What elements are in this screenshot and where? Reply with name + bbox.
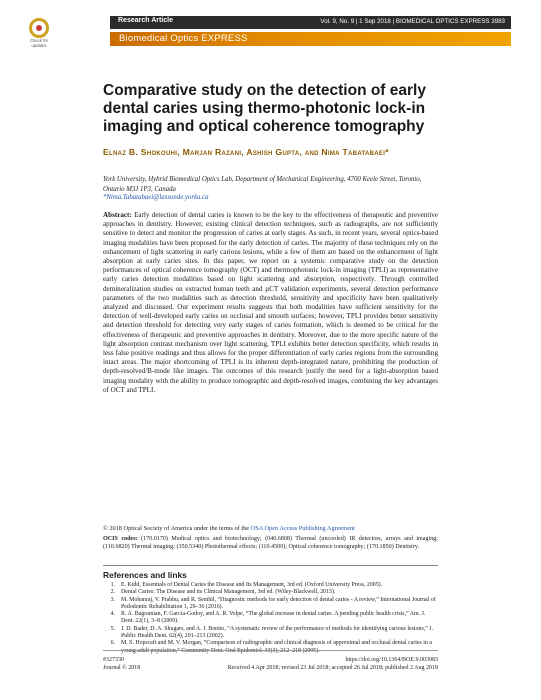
reference-item <box>103 597 438 612</box>
journal-name: Biomedical Optics EXPRESS <box>119 33 248 44</box>
reference-number: 2. <box>110 589 115 596</box>
reference-item <box>103 589 438 596</box>
crossmark-badge[interactable] <box>26 18 52 52</box>
reference-text: M. Mohanraj, V. Prabhu, and R. Senthil, “Diagnostic methods for early detection of dental caries - A review,” International Journal of Pedodontic Rehabilitation 1, 29–36 (2016). <box>121 596 436 610</box>
article-type-label: Research Article <box>118 17 173 24</box>
article-title: Comparative study on the detection of early dental caries using thermo-photonic lock-in imaging and optical coherence tomography <box>103 82 426 135</box>
ocis-text: (170.0170) Medical optics and biotechnology; (040.6808) Thermal (uncooled) IR detectors, arrays and imaging; (110.6820) Thermal imaging; (350.5340) Photothermal effects; (110.4500); Optical coherence tomography; (170.1850) Dentistry. <box>103 536 438 550</box>
doi-link[interactable]: https://doi.org/10.1364/BOE.9.003983 <box>345 657 438 663</box>
reference-number: 3. <box>110 596 115 603</box>
abstract-label: Abstract: <box>103 211 132 219</box>
reference-item <box>103 611 438 626</box>
abstract-text: Early detection of dental caries is known to be the key to the effectiveness of therapeutic and preventive approaches in dentistry. However, existing clinical detection techniques, such as radiographs, are not sufficiently sensitive to detect and monitor the progression of caries at early stages. As such, in recent years, several optics-based imaging modalities have been proposed for the early detection of caries. The majority of these techniques rely on the enhancement of light scattering in early carious lesions, while a few of them are based on the enhancement of light absorption at early caries sites. In this paper, we report on a systemic comparative study on the detection performances of optical coherence tomography (OCT) and thermophotonic lock-in imaging (TPLI) as representative early caries detection modalities based on light scattering and absorption, respectively. Through controlled demineralization studies on extracted human teeth and µCT validation experiments, several detection performance parameters of the two modalities such as detection threshold, sensitivity and specificity have been qualitatively analyzed and discussed. Our experiment results suggests that both modalities have sufficient sensitivity for the detection of well-developed early caries on occlusal and smooth surfaces; however, TPLI provides better sensitivity and detection threshold for detecting very early stages of caries formation, which is deemed to be critical for the effectiveness of therapeutic and preventive approaches in dentistry. Moreover, due to the more specific nature of the light absorption contrast mechanism over light scattering, TPLI exhibits better detection specificity, which results in less false positive readings and thus allows for the proper differentiation of early caries regions from the surrounding intact areas. The major shortcoming of TPLI is its inherent depth-integrated nature, prohibiting the production of depth-resolved/B-mode like images. The outcomes of this research justify the need for a light-absorption based imaging modality with the ability to produce tomographic and depth-resolved images, combining the key advantages of OCT and TPLI. <box>103 211 438 394</box>
references-list <box>103 582 438 655</box>
reference-number: 6. <box>110 640 115 647</box>
author-list: Elnaz B. Shokouhi, Marjan Razani, Ashish Gupta, and Nima Tabatabaei* <box>103 147 389 157</box>
ocis-codes <box>103 535 438 551</box>
crossmark-caption: Check for updates <box>30 38 48 48</box>
reference-text: M. S. Hopcraft and M. V. Morgan, “Comparison of radiographic and clinical diagnosis of approximal and occlusal dental caries in a young adult population,” Community Dent. Oral Epidemiol. 33(3), 212–218 (2005). <box>121 640 432 654</box>
publication-history: Received 4 Apr 2018; revised 23 Jul 2018; accepted 26 Jul 2018; published 2 Aug 2018 <box>227 665 438 671</box>
copyright-prefix: © 2018 Optical Society of America under the terms of the <box>103 525 251 532</box>
corresponding-email[interactable]: *Nima.Tabatabaei@lassonde.yorku.ca <box>103 194 209 201</box>
volume-info: Vol. 9, No. 9 | 1 Sep 2018 | BIOMEDICAL OPTICS EXPRESS 3983 <box>320 17 505 25</box>
reference-text: Dental Caries: The Disease and its Clinical Management, 3rd ed. (Wiley-Blackwell, 2015). <box>121 589 336 596</box>
reference-text: R. A. Bagramian, F. Garcia-Godoy, and A. R. Volpe, “The global increase in dental caries. A pending public health crisis,” Am. J. Dent. 22(1), 3–8 (2009). <box>121 611 426 625</box>
license-link[interactable]: OSA Open Access Publishing Agreement <box>250 525 355 532</box>
footer-divider <box>103 650 438 651</box>
crossmark-icon <box>29 18 49 38</box>
affiliation: York University, Hybrid Biomedical Optics Lab, Department of Mechanical Engineering, 4700 Keele Street, Toronto, Ontario M3J 1P3, Canada <box>103 176 422 193</box>
article-number: #327330 <box>103 657 124 663</box>
reference-item <box>103 626 438 641</box>
references-heading: References and links <box>103 570 187 580</box>
reference-item <box>103 640 438 655</box>
reference-number: 4. <box>110 611 115 618</box>
reference-text: J. D. Bader, D. A. Shugars, and A. J. Bonito, “A systematic review of the performance of methods for identifying carious lesions,” J. Public Health Dent. 62(4), 201–213 (2002). <box>121 625 434 640</box>
copyright-line <box>103 525 438 533</box>
reference-number: 1. <box>110 582 115 588</box>
reference-number: 5. <box>110 625 115 632</box>
ocis-label: OCIS codes: <box>103 536 138 542</box>
reference-text: E. Kidd, Essentials of Dental Caries the Disease and Its Management, 3rd ed. (Oxford University Press, 2005). <box>121 582 383 588</box>
references-divider <box>103 565 438 566</box>
abstract <box>103 211 438 395</box>
journal-copyright: Journal © 2018 <box>103 665 141 671</box>
